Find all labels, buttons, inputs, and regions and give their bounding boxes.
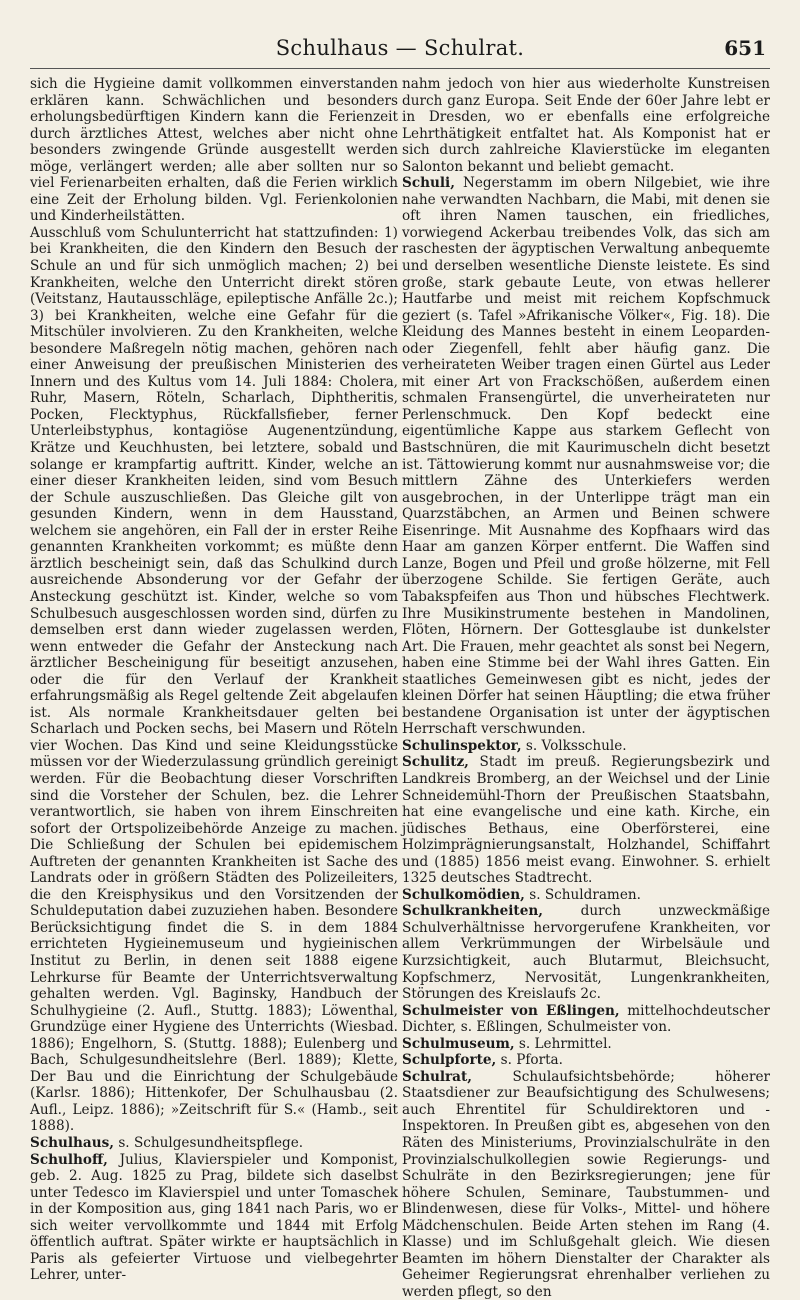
header-rule [30, 68, 770, 69]
entry-text: mittelhochdeutscher Dichter, s. Eßlingen, Schulmeister von. [402, 1002, 770, 1036]
entry-text: s. Schulgesundheitspflege. [114, 1135, 304, 1151]
dictionary-entry [402, 738, 770, 755]
right-column [402, 76, 770, 1300]
entry-text: s. Pforta. [496, 1052, 563, 1069]
entry-headword: Schulrat, [402, 1068, 473, 1085]
dictionary-entry [402, 1003, 770, 1036]
entry-text: Schulaufsichtsbehörde; höherer Staatsdiener zur Beaufsichtigung des Schulwesens; auch Ehrentitel für Schuldirektoren und -Inspektoren. In Preußen gibt es, abgesehen von den Räten des Ministeriums, Provinzialschulräte in den Provinzialschulkollegien sowie Regierungs- und Schulräte in den Bezirksregierungen; jene für höhere Schulen, Seminare, Taubstummen- und Blindenwesen, diese für Volks-, Mittel- und höhere Mädchenschulen. Beide Arten stehen im Rang (4. Klasse) und im Schlußgehalt gleich. Wie diesen Beamten im höhern Dienstalter der Charakter als Geheimer Regierungsrat ehrenhalber verliehen zu werden pflegt, so den [402, 1068, 770, 1300]
entry-headword: Schulkomödien, [402, 886, 525, 903]
entry-headword: Schulhaus, [30, 1135, 114, 1151]
entry-text: Stadt im preuß. Regierungsbezirk und Landkreis Bromberg, an der Weichsel und der Linie Schneidemühl-Thorn der Preußischen Staatsbahn, hat eine evangelische und eine kath. Kirche, ein jüdisches Bethaus, eine Oberförsterei, eine Holzimprägnierungsanstalt, Holzhandel, Schiffahrt und (1885) 1856 meist evang. Einwohner. S. erhielt 1325 deutsches Stadtrecht. [402, 754, 770, 887]
entry-text: s. Volksschule. [521, 737, 627, 754]
entry-headword: Schulpforte, [402, 1052, 497, 1069]
entry-headword: Schulkrankheiten, [402, 903, 543, 920]
entry-text: durch unzweckmäßige Schulverhältnisse hervorgerufene Krankheiten, vor allem Verkrümmungen der Wirbelsäule und Kurzsichtigkeit, auch Blutarmut, Bleichsucht, Kopfschmerz, Nervosität, Lungenkrankheiten, Störungen des Kreislaufs 2c. [402, 903, 770, 1003]
entry-headword: Schulitz, [402, 754, 469, 771]
paragraph: sich die Hygieine damit vollkommen einverstanden erklären kann. Schwächlichen und besonders erholungsbedürftigen Kindern kann die Ferienzeit durch ärztliches Attest, welches aber nicht ohne besonders zwingende Gründe ausgestellt werden möge, verlängert werden; alle aber sollten nur so viel Ferienarbeiten erhalten, daß die Ferien wirklich eine Zeit der Erholung bilden. Vgl. Ferienkolonien und Kinderheilstätten. [30, 76, 398, 225]
left-column [30, 76, 398, 1284]
text-columns [30, 76, 770, 1300]
dictionary-entry [30, 1135, 398, 1152]
dictionary-entry [402, 887, 770, 904]
paragraph: Ausschluß vom Schulunterricht hat stattzufinden: 1) bei Krankheiten, die den Kindern den Besuch der Schule an und für sich unmöglich machen; 2) bei Krankheiten, welche den Unterricht direkt stören (Veitstanz, Hautausschläge, epileptische Anfälle 2c.); 3) bei Krankheiten, welche eine Gefahr für die Mitschüler involvieren. Zu den Krankheiten, welche besondere Maßregeln nötig machen, gehören nach einer Anweisung der preußischen Ministerien des Innern und des Kultus vom 14. Juli 1884: Cholera, Ruhr, Masern, Röteln, Scharlach, Diphtheritis, Pocken, Flecktyphus, Rückfallsfieber, ferner Unterleibstyphus, kontagiöse Augenentzündung, Krätze und Keuchhusten, bei letztere, sobald und solange er krampfartig auftritt. Kinder, welche an einer dieser Krankheiten leiden, sind vom Besuch der Schule auszuschließen. Das Gleiche gilt von gesunden Kindern, wenn in dem Hausstand, welchem sie angehören, ein Fall der in erster Reihe genannten Krankheiten vorkommt; es müßte denn ärztlich bescheinigt sein, daß das Schulkind durch ausreichende Absonderung vor der Gefahr der Ansteckung geschützt ist. Kinder, welche so vom Schulbesuch ausgeschlossen worden sind, dürfen zu demselben erst dann wieder zugelassen werden, wenn entweder die Gefahr der Ansteckung nach ärztlicher Bescheinigung für beseitigt anzusehen, oder die für den Verlauf der Krankheit erfahrungsmäßig als Regel geltende Zeit abgelaufen ist. Als normale Krankheitsdauer gelten bei Scharlach und Pocken sechs, bei Masern und Röteln vier Wochen. Das Kind und seine Kleidungsstücke müssen vor der Wiederzulassung gründlich gereinigt werden. Für die Beobachtung dieser Vorschriften sind die Vorsteher der Schulen, bez. die Lehrer verantwortlich, sie haben von ihrem Einschreiten sofort der Ortspolizeibehörde Anzeige zu machen. Die Schließung der Schulen bei epidemischem Auftreten der genannten Krankheiten ist Sache des Landrats oder in größern Städten des Polizeileiters, die den Kreisphysikus und den Vorsitzenden der Schuldeputation dabei zuzuziehen haben. Besondere Berücksichtigung findet die S. in dem 1884 errichteten Hygieinemuseum und hygieinischen Institut zu Berlin, in denen seit 1888 eigene Lehrkurse für Beamte der Unterrichtsverwaltung gehalten werden. Vgl. Baginsky, Handbuch der Schulhygieine (2. Aufl., Stuttg. 1883); Löwenthal, Grundzüge einer Hygiene des Unterrichts (Wiesbad. 1886); Engelhorn, S. (Stuttg. 1888); Eulenberg und Bach, Schulgesundheitslehre (Berl. 1889); Klette, Der Bau und die Einrichtung der Schulgebäude (Karlsr. 1886); Hittenkofer, Der Schulhausbau (2. Aufl., Leipz. 1886); »Zeitschrift für S.« (Hamb., seit 1888). [30, 224, 398, 1135]
entry-headword: Schuli, [402, 175, 455, 192]
dictionary-entry [402, 903, 770, 1002]
page-number: 651 [724, 36, 766, 60]
entry-text: s. Schuldramen. [524, 886, 641, 903]
page-header [0, 30, 800, 70]
dictionary-entry [402, 754, 770, 886]
entry-headword: Schulmeister von Eßlingen, [402, 1002, 620, 1019]
dictionary-entry [402, 1036, 770, 1053]
entry-text: Negerstamm im obern Nilgebiet, wie ihre nahe verwandten Nachbarn, die Mabi, mit denen sie oft ihren Namen tauschen, ein friedliches, vorwiegend Ackerbau treibendes Volk, das sich am raschesten der ägyptischen Verwaltung anbequemte und derselben wesentliche Dienste leistete. Es sind große, stark gebaute Leute, von etwas hellerer Hautfarbe und meist mit reichem Kopfschmuck geziert (s. Tafel »Afrikanische Völker«, Fig. 18). Die Kleidung des Mannes besteht in einem Leoparden- oder Ziegenfell, fehlt aber häufig ganz. Die verheirateten Weiber tragen einen Gürtel aus Leder mit einer Art von Frackschößen, außerdem einen schmalen Fransengürtel, die unverheirateten nur Perlenschmuck. Den Kopf bedeckt eine eigentümliche Kappe aus starkem Geflecht von Bastschnüren, die mit Kaurimuscheln dicht besetzt ist. Tättowierung kommt nur ausnahmsweise vor; die mittlern Zähne des Unterkiefers werden ausgebrochen, in der Unterlippe trägt man ein Quarzstäbchen, an Armen und Beinen schwere Eisenringe. Mit Ausnahme des Kopfhaars wird das Haar am ganzen Körper entfernt. Die Waffen sind Lanze, Bogen und Pfeil und große hölzerne, mit Fell überzogene Schilde. Sie fertigen Geräte, auch Tabakspfeifen aus Thon und hübsches Flechtwerk. Ihre Musikinstrumente bestehen in Mandolinen, Flöten, Hörnern. Der Gottesglaube ist dunkelster Art. Die Frauen, mehr geachtet als sonst bei Negern, haben eine Stimme bei der Wahl ihres Gatten. Ein staatliches Gemeinwesen gibt es nicht, jedes der kleinen Dörfer hat seinen Häuptling; die etwa früher bestandene Organisation ist unter der ägyptischen Herrschaft verschwunden. [402, 175, 770, 738]
entry-headword: Schulinspektor, [402, 737, 522, 754]
dictionary-entry [402, 1052, 770, 1069]
running-title: Schulhaus — Schulrat. [275, 36, 525, 60]
entry-headword: Schulmuseum, [402, 1035, 515, 1052]
dictionary-entry [402, 175, 770, 738]
paragraph: nahm jedoch von hier aus wiederholte Kunstreisen durch ganz Europa. Seit Ende der 60er Jahre lebt er in Dresden, wo er ebenfalls eine erfolgreiche Lehrthätigkeit entfaltet hat. Als Komponist hat er sich durch zahlreiche Klavierstücke im eleganten Salonton bekannt und beliebt gemacht. [402, 76, 770, 175]
entry-headword: Schulhoff, [30, 1151, 108, 1168]
dictionary-entry [30, 1152, 398, 1284]
entry-text: s. Lehrmittel. [514, 1035, 612, 1052]
entry-text: Julius, Klavierspieler und Komponist, geb. 2. Aug. 1825 zu Prag, bildete sich daselbst unter Tedesco im Klavierspiel und unter Tomaschek in der Komposition aus, ging 1841 nach Paris, wo er sich weiter vervollkommte und 1844 mit Erfolg öffentlich auftrat. Später wirkte er hauptsächlich in Paris als gefeierter Virtuose und vielbegehrter Lehrer, unter- [30, 1151, 398, 1284]
dictionary-entry [402, 1069, 770, 1300]
